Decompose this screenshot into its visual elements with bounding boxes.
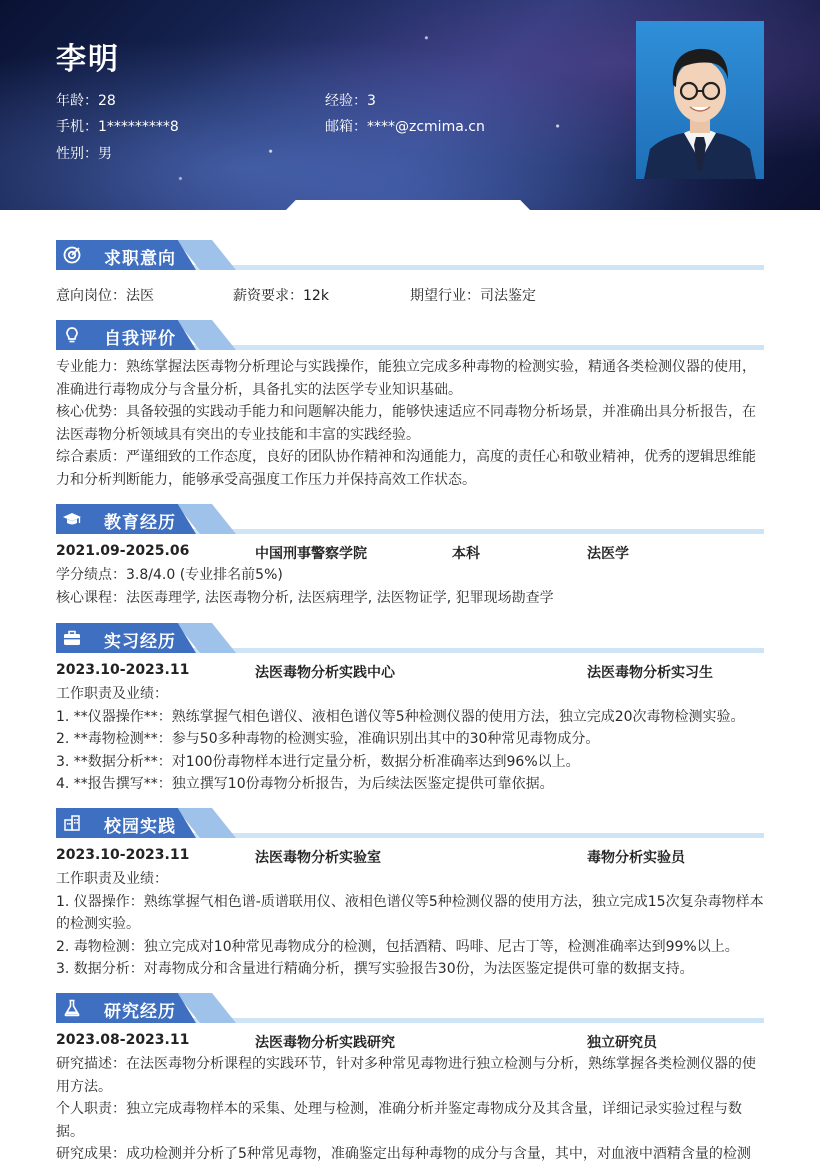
lightbulb-icon	[62, 325, 82, 345]
research-details: 研究描述：在法医毒物分析课程的实践环节，针对多种常见毒物进行独立检测与分析，熟练掌握各类检测仪器的使 用方法。 个人职责：独立完成毒物样本的采集、处理与检测，准确分析并鉴定毒物成分及其含量，详细记录实验过程与数 据。 研究成果：成功检测并分析了5种常见毒物，准确鉴定出每种毒物的成分与含量，其中，对血液中酒精含量的检测	[56, 1056, 756, 1162]
section-research	[56, 993, 764, 1166]
edu-major: 法医学	[587, 546, 629, 562]
edu-date: 2021.09-2025.06	[56, 543, 190, 559]
expected-industry: 期望行业：司法鉴定	[410, 288, 536, 304]
intern-org: 法医毒物分析实践中心	[255, 665, 395, 681]
building-icon	[62, 813, 82, 833]
education-details: 学分绩点：3.8/4.0 (专业排名前5%) 核心课程：法医毒理学, 法医毒物分析, 法医病理学, 法医物证学, 犯罪现场勘查学	[56, 567, 554, 606]
campus-entry-header	[56, 844, 764, 868]
section-header	[56, 623, 764, 653]
section-header	[56, 320, 764, 350]
header-banner	[0, 0, 820, 210]
profile-photo	[636, 21, 764, 179]
section-header	[56, 808, 764, 838]
campus-role: 毒物分析实验员	[587, 850, 685, 866]
section-job-intent	[56, 240, 764, 306]
section-title: 校园实践	[104, 817, 176, 837]
phone-info: 手机：1*********8	[56, 119, 179, 135]
intern-date: 2023.10-2023.11	[56, 662, 190, 678]
self-evaluation-text: 专业能力：熟练掌握法医毒物分析理论与实践操作，能独立完成多种毒物的检测实验，精通各类检测仪器的使用， 准确进行毒物成分与含量分析，具备扎实的法医学专业知识基础。 核心优势：具备较强的实践动手能力和问题解决能力，能够快速适应不同毒物分析场景，并准确出具分析报告，在 法医毒物分析领域具有突出的专业技能和丰富的实践经验。 综合素质：严谨细致的工作态度，良好的团队协作精神和沟通能力，高度的责任心和敬业精神，优秀的逻辑思维能 力和分析判断能力，能够承受高强度工作压力并保持高效工作状态。	[56, 359, 756, 488]
campus-date: 2023.10-2023.11	[56, 847, 190, 863]
candidate-name: 李明	[56, 42, 120, 77]
research-org: 法医毒物分析实践研究	[255, 1035, 395, 1051]
header-notch	[286, 200, 530, 210]
section-title: 教育经历	[104, 513, 176, 533]
email-info: 邮箱：****@zcmima.cn	[325, 119, 485, 135]
research-role: 独立研究员	[587, 1035, 657, 1051]
education-entry-header	[56, 540, 764, 564]
edu-degree: 本科	[452, 546, 480, 562]
section-header	[56, 993, 764, 1023]
age-info: 年龄：28	[56, 93, 116, 109]
intended-position: 意向岗位：法医	[56, 288, 154, 304]
campus-details: 工作职责及业绩： 1. 仪器操作：熟练掌握气相色谱-质谱联用仪、液相色谱仪等5种检测仪器的使用方法，独立完成15次复杂毒物样本 的检测实验。 2. 毒物检测：独立完成对10种常见毒物成分的检测，包括酒精、吗啡、尼古丁等，检测准确率达到99%以上。 3. 数据分析：对毒物成分和含量进行精确分析，撰写实验报告30份，为法医鉴定提供可靠的数据支持。	[56, 871, 764, 977]
gender-info: 性别：男	[56, 146, 112, 162]
research-date: 2023.08-2023.11	[56, 1032, 190, 1048]
briefcase-icon	[62, 628, 82, 648]
target-icon	[62, 245, 82, 265]
section-education	[56, 504, 764, 609]
section-title: 求职意向	[104, 249, 176, 269]
edu-school: 中国刑事警察学院	[255, 546, 367, 562]
section-title: 研究经历	[104, 1002, 176, 1022]
section-title: 实习经历	[104, 632, 176, 652]
section-self-evaluation	[56, 320, 764, 491]
intern-role: 法医毒物分析实习生	[587, 665, 713, 681]
salary-requirement: 薪资要求：12k	[233, 288, 329, 304]
internship-details: 工作职责及业绩： 1. **仪器操作**：熟练掌握气相色谱仪、液相色谱仪等5种检测仪器的使用方法，独立完成20次毒物检测实验。 2. **毒物检测**：参与50多种毒物的检测实验，准确识别出其中的30种常见毒物成分。 3. **数据分析**：对100份毒物样本进行定量分析，数据分析准确率达到96%以上。 4. **报告撰写**：独立撰写10份毒物分析报告，为后续法医鉴定提供可靠依据。	[56, 686, 745, 792]
section-header	[56, 240, 764, 270]
section-title: 自我评价	[104, 329, 176, 349]
campus-org: 法医毒物分析实验室	[255, 850, 381, 866]
research-entry-header	[56, 1029, 764, 1053]
internship-entry-header	[56, 659, 764, 683]
section-campus-practice	[56, 808, 764, 981]
graduation-cap-icon	[62, 509, 82, 529]
flask-icon	[62, 998, 82, 1018]
experience-info: 经验：3	[325, 93, 376, 109]
section-header	[56, 504, 764, 534]
section-internship	[56, 623, 764, 796]
